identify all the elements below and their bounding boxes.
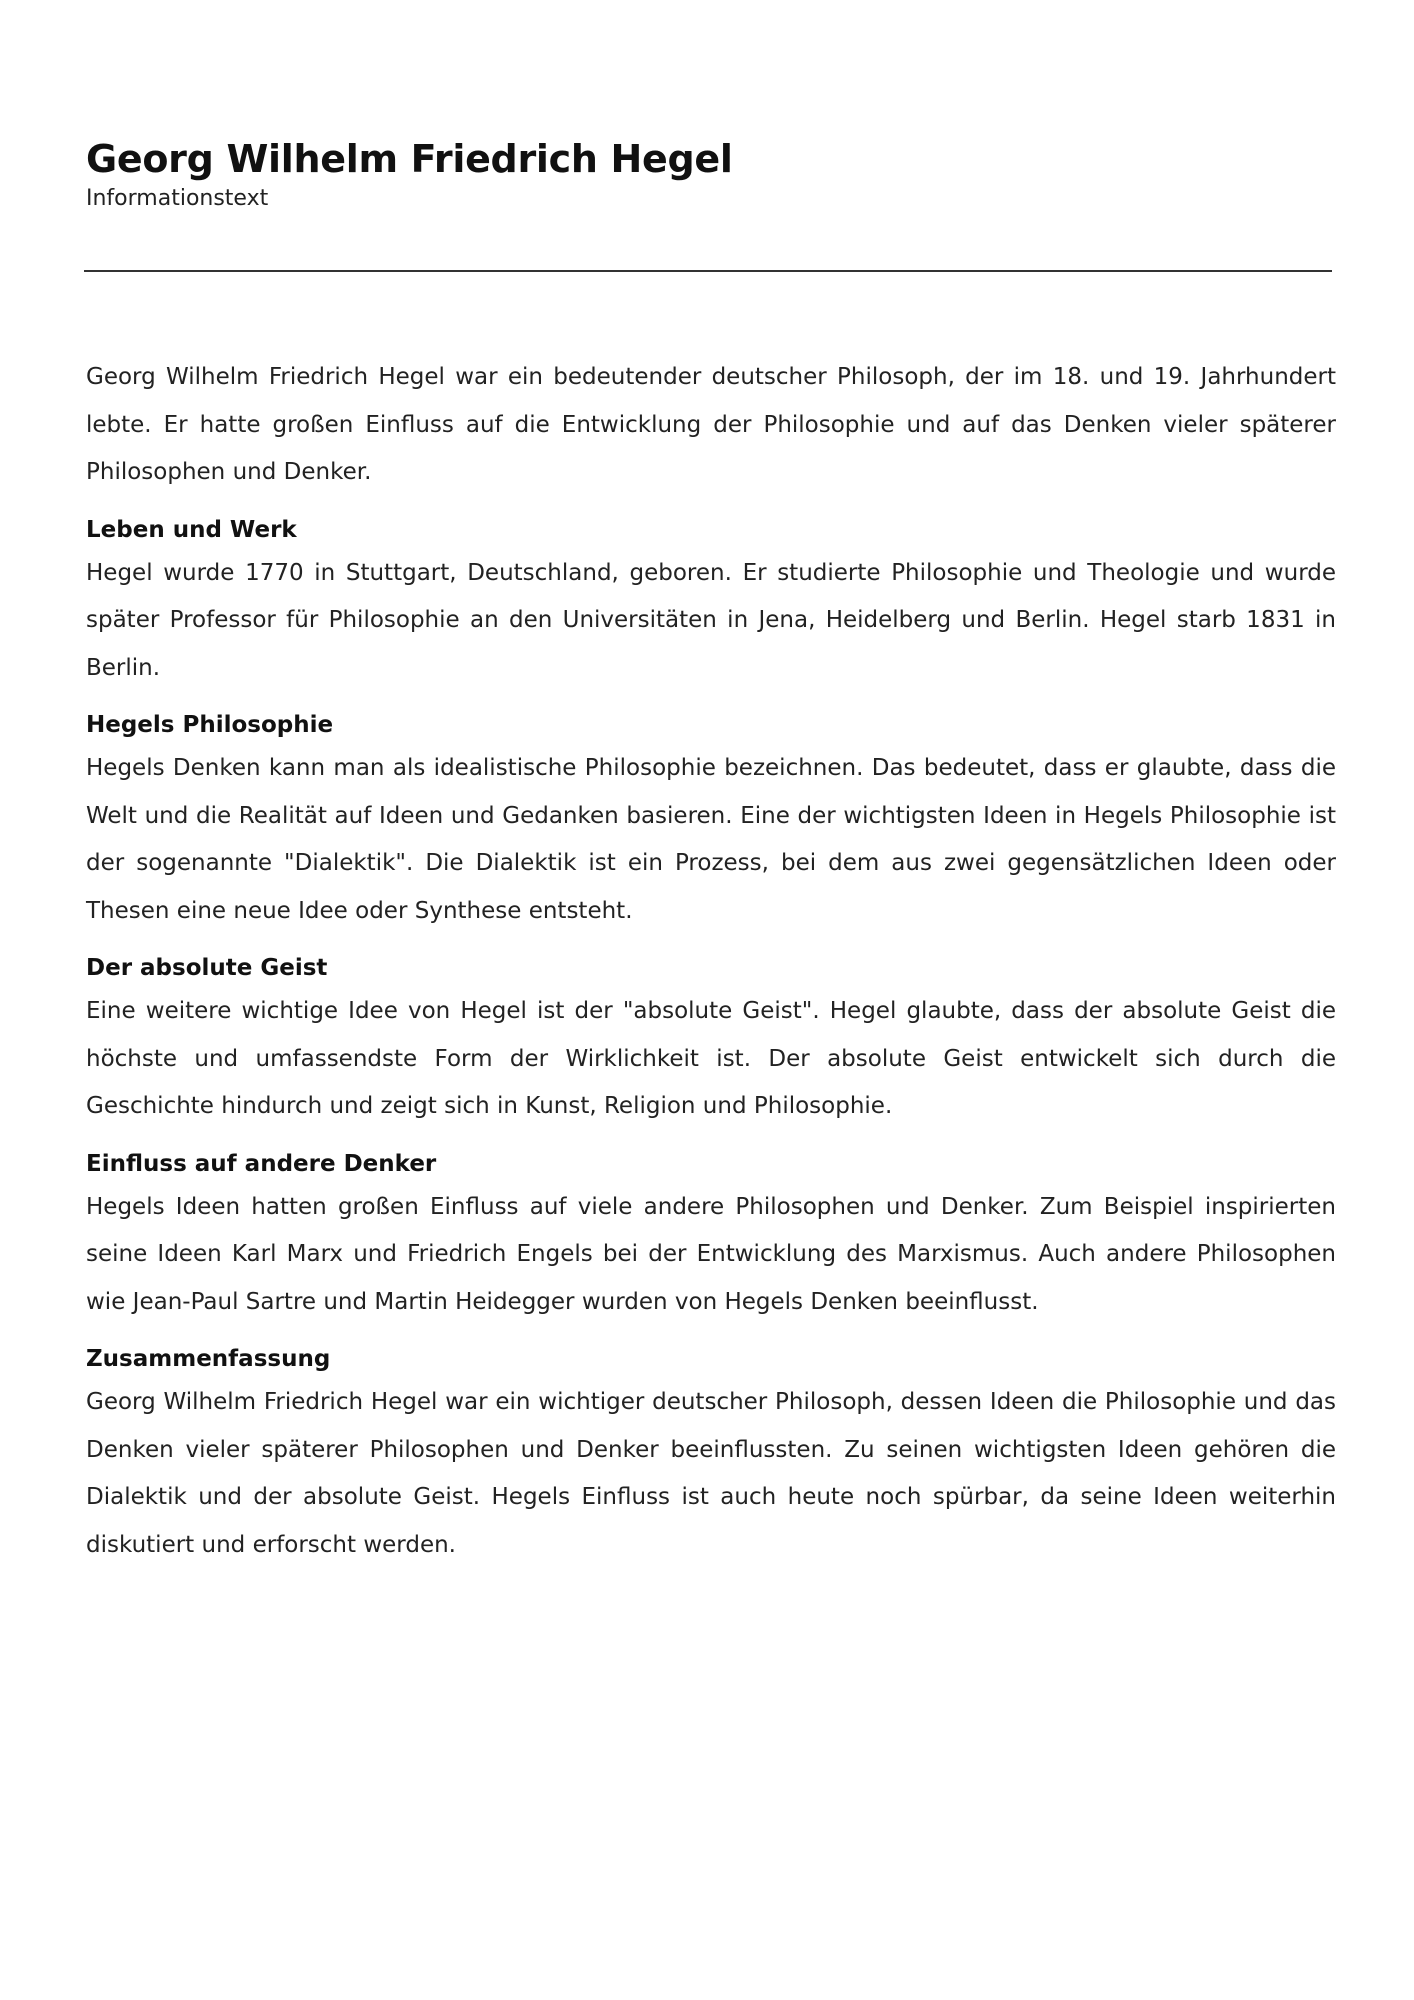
section-heading: Einfluss auf andere Denker — [86, 1150, 437, 1177]
document-title: Georg Wilhelm Friedrich Hegel — [86, 137, 733, 181]
section-paragraph: Hegel wurde 1770 in Stuttgart, Deutschland, geboren. Er studierte Philosophie und Theologie und wurde später Professor für Philosophie an den Universitäten in Jena, Heidelberg und Berlin. Hegel starb 1831 in Berlin. — [86, 559, 1336, 681]
title-divider — [84, 270, 1332, 272]
section-paragraph: Eine weitere wichtige Idee von Hegel ist der "absolute Geist". Hegel glaubte, dass der absolute Geist die höchste und umfassendste Form der Wirklichkeit ist. Der absolute Geist entwickelt sich durch die Geschichte hindurch und zeigt sich in Kunst, Religion und Philosophie. — [86, 998, 1336, 1119]
document-page — [86, 136, 1336, 1558]
section-heading: Zusammenfassung — [86, 1346, 331, 1372]
section-heading: Der absolute Geist — [86, 955, 328, 981]
section-paragraph: Georg Wilhelm Friedrich Hegel war ein wichtiger deutscher Philosoph, dessen Ideen die Philosophie und das Denken vieler späterer Philosophen und Denker beeinflussten. Zu seinen wichtigsten Ideen gehören die Dialektik und der absolute Geist. Hegels Einfluss ist auch heute noch spürbar, da seine Ideen weiterhin diskutiert und erforscht werden. — [86, 1389, 1336, 1558]
section-der-absolute-geist — [86, 950, 1336, 1131]
intro-paragraph: Georg Wilhelm Friedrich Hegel war ein bedeutender deutscher Philosoph, der im 18. und 19. Jahrhundert lebte. Er hatte großen Einfluss auf die Entwicklung der Philosophie und auf das Denken vieler späterer Philosophen und Denker. — [86, 364, 1336, 485]
section-hegels-philosophie — [86, 707, 1336, 935]
section-heading: Leben und Werk — [86, 516, 297, 543]
section-paragraph: Hegels Ideen hatten großen Einfluss auf viele andere Philosophen und Denker. Zum Beispiel inspirierten seine Ideen Karl Marx und Friedrich Engels bei der Entwicklung des Marxismus. Auch andere Philosophen wie Jean-Paul Sartre und Martin Heidegger wurden von Hegels Denken beeinflusst. — [86, 1193, 1336, 1315]
section-heading: Hegels Philosophie — [86, 712, 334, 738]
section-einfluss — [86, 1146, 1336, 1327]
section-paragraph: Hegels Denken kann man als idealistische Philosophie bezeichnen. Das bedeutet, dass er glaubte, dass die Welt und die Realität auf Ideen und Gedanken basieren. Eine der wichtigsten Ideen in Hegels Philosophie ist der sogenannte "Dialektik". Die Dialektik ist ein Prozess, bei dem aus zwei gegensätzlichen Ideen oder Thesen eine neue Idee oder Synthese entsteht. — [86, 755, 1336, 924]
section-leben-und-werk — [86, 512, 1336, 693]
document-body — [86, 354, 1336, 1569]
section-zusammenfassung — [86, 1341, 1336, 1569]
document-subtitle: Informationstext — [86, 186, 269, 211]
